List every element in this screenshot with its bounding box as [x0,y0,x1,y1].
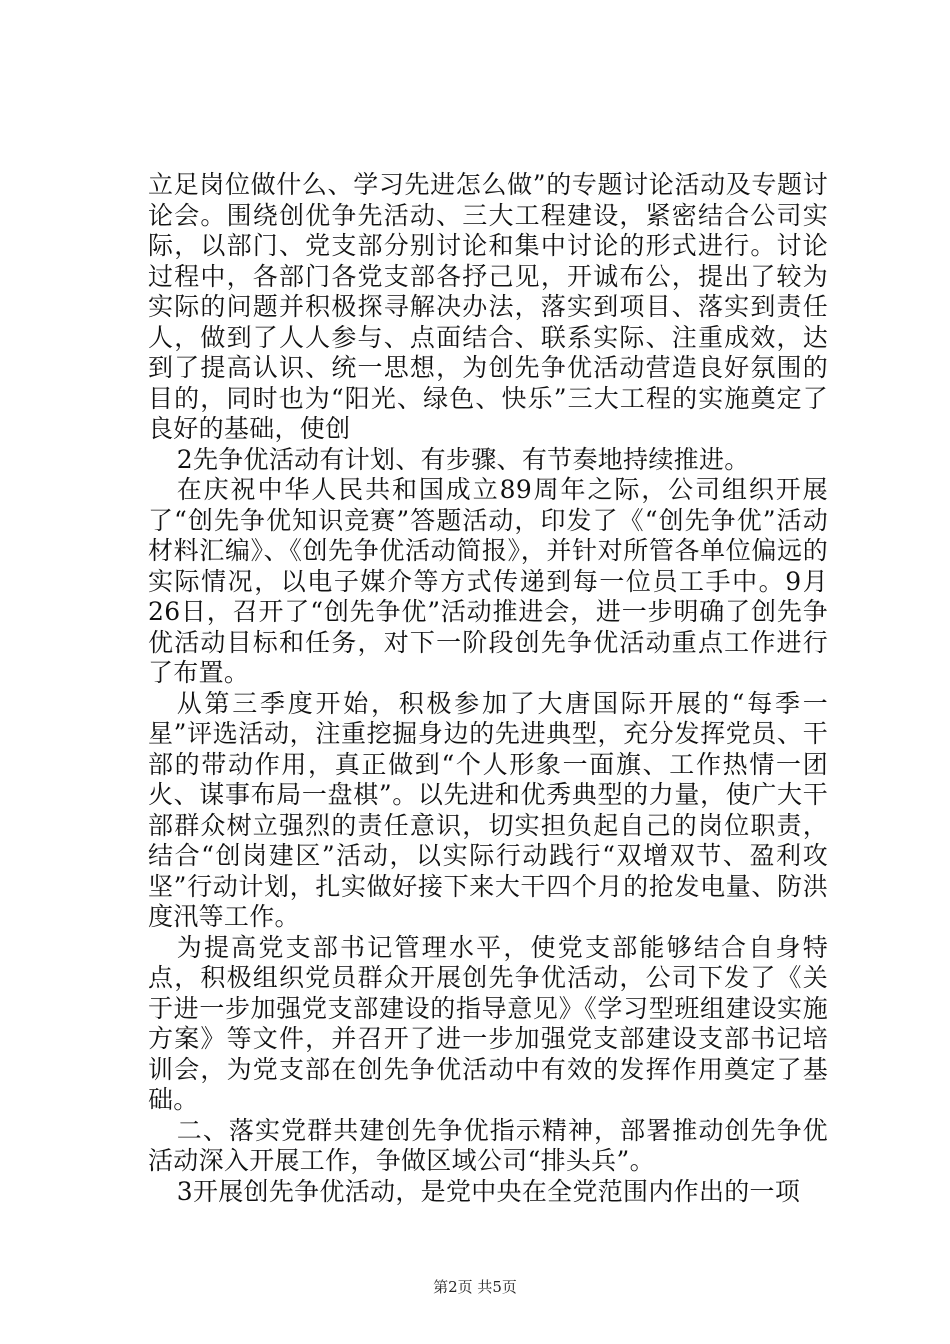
page-number-footer: 第2页 共5页 [433,1278,517,1296]
paragraph-4: 从第三季度开始，积极参加了大唐国际开展的“每季一星”评选活动，注重挖掘身边的先进典型，充分发挥党员、干部的带动作用，真正做到“个人形象一面旗、工作热情一团火、谋事布局一盘棋”。以先进和优秀典型的力量，使广大干部群众树立强烈的责任意识，切实担负起自己的岗位职责，结合“创岗建区”活动，以实际行动践行“双增双节、盈利攻坚”行动计划，扎实做好接下来大干四个月的抢发电量、防洪度汛等工作。 [148,688,828,931]
paragraph-6: 二、落实党群共建创先争优指示精神，部署推动创先争优活动深入开展工作，争做区域公司“排头兵”。 [148,1115,828,1175]
paragraph-1: 立足岗位做什么、学习先进怎么做”的专题讨论活动及专题讨论会。围绕创优争先活动、三大工程建设，紧密结合公司实际，以部门、党支部分别讨论和集中讨论的形式进行。讨论过程中，各部门各党支部各抒己见，开诚布公，提出了较为实际的问题并积极探寻解决办法，落实到项目、落实到责任人，做到了人人参与、点面结合、联系实际、注重成效，达到了提高认识、统一思想，为创先争优活动营造良好氛围的目的，同时也为“阳光、绿色、快乐”三大工程的实施奠定了良好的基础，使创 [148,170,828,443]
document-body [148,170,828,1207]
paragraph-2: 2先争优活动有计划、有步骤、有节奏地持续推进。 [176,444,750,474]
paragraph-5: 为提高党支部书记管理水平，使党支部能够结合自身特点，积极组织党员群众开展创先争优活动，公司下发了《关于进一步加强党支部建设的指导意见》《学习型班组建设实施方案》等文件，并召开了进一步加强党支部建设支部书记培训会，为党支部在创先争优活动中有效的发挥作用奠定了基础。 [148,932,828,1114]
paragraph-3: 在庆祝中华人民共和国成立89周年之际，公司组织开展了“创先争优知识竞赛”答题活动，印发了《“创先争优”活动材料汇编》、《创先争优活动简报》，并针对所管各单位偏远的实际情况，以电子媒介等方式传递到每一位员工手中。9月26日，召开了“创先争优”活动推进会，进一步明确了创先争优活动目标和任务，对下一阶段创先争优活动重点工作进行了布置。 [148,475,828,687]
paragraph-7: 3开展创先争优活动，是党中央在全党范围内作出的一项 [176,1176,801,1206]
